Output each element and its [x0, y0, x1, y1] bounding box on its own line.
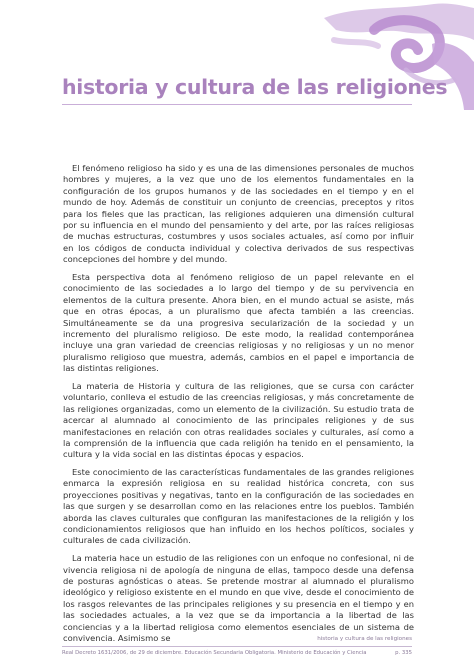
- title-underline: [62, 104, 412, 105]
- body-text: [63, 163, 414, 651]
- footer-rule: [62, 646, 412, 647]
- page-title: historia y cultura de las religiones: [62, 75, 448, 99]
- running-head: historia y cultura de las religiones: [317, 636, 412, 642]
- paragraph: La materia de Historia y cultura de las religiones, que se cursa con carácter voluntario, conlleva el estudio de las creencias religiosas, y más concretamente de las religiones organizadas, como un elemento de la civilización. Su estudio trata de acercar al alumnado al conocimiento de las principales religiones y de sus manifestaciones en relación con otras realidades sociales y culturales, así como a la comprensión de la influencia que cada religión ha tenido en el pensamiento, la cultura y la vida social en las distintas épocas y espacios.: [63, 380, 414, 460]
- page-number: p. 335: [395, 650, 412, 656]
- paragraph: La materia hace un estudio de las religiones con un enfoque no confesional, ni de vivencia religiosa ni de apología de ninguna de ellas, tampoco desde una defensa de posturas agnósticas o ateas. Se pretende mostrar al alumnado el pluralismo ideológico y religioso existente en el mundo en que vive, desde el conocimiento de los rasgos relevantes de las principales religiones y su presencia en el tiempo y en las sociedades actuales, a la vez que se da importancia a la libertad de las conciencias y a la libertad religiosa como elementos esenciales de un sistema de convivencia. Asimismo se: [63, 553, 414, 644]
- paragraph: El fenómeno religioso ha sido y es una de las dimensiones personales de muchos hombres y mujeres, a la vez que uno de los elementos fundamentales en la configuración de los grupos humanos y de las sociedades en el tiempo y en el mundo de hoy. Además de constituir un conjunto de creencias, preceptos y ritos para los fieles que las practican, las religiones adquieren una dimensión cultural por su influencia en el mundo del pensamiento y del arte, por las raíces religiosas de muchas estructuras, costumbres y usos sociales actuales, así como por influir en los códigos de conducta individual y colectiva derivados de sus respectivas concepciones del hombre y del mundo.: [63, 163, 414, 265]
- page-footer: [62, 650, 412, 656]
- paragraph: Este conocimiento de las características fundamentales de las grandes religiones enmarca la expresión religiosa en su realidad histórica concreta, con sus proyecciones positivas y negativas, tanto en la configuración de las sociedades en las que surgen y se desarrollan como en las relaciones entre los pueblos. También aborda las claves culturales que configuran las manifestaciones de la religión y los condicionamientos religiosos que han influido en los hechos políticos, sociales y culturales de cada civilización.: [63, 467, 414, 546]
- paragraph: Esta perspectiva dota al fenómeno religioso de un papel relevante en el conocimiento de las sociedades a lo largo del tiempo y de su pervivencia en elementos de la cultura presente. Ahora bien, en el mundo actual se asiste, más que en otras épocas, a un pluralismo que afecta también a las creencias. Simultáneamente se da una progresiva secularización de la sociedad y un incremento del pluralismo religioso. De este modo, la realidad contemporánea incluye una gran variedad de creencias religiosas y no religiosas y un no menor pluralismo religioso que muestra, además, cambios en el papel e importancia de las distintas religiones.: [63, 271, 414, 374]
- footer-citation: Real Decreto 1631/2006, de 29 de diciembre. Educación Secundaria Obligatoria. Ministerio de Educación y Ciencia: [62, 650, 367, 656]
